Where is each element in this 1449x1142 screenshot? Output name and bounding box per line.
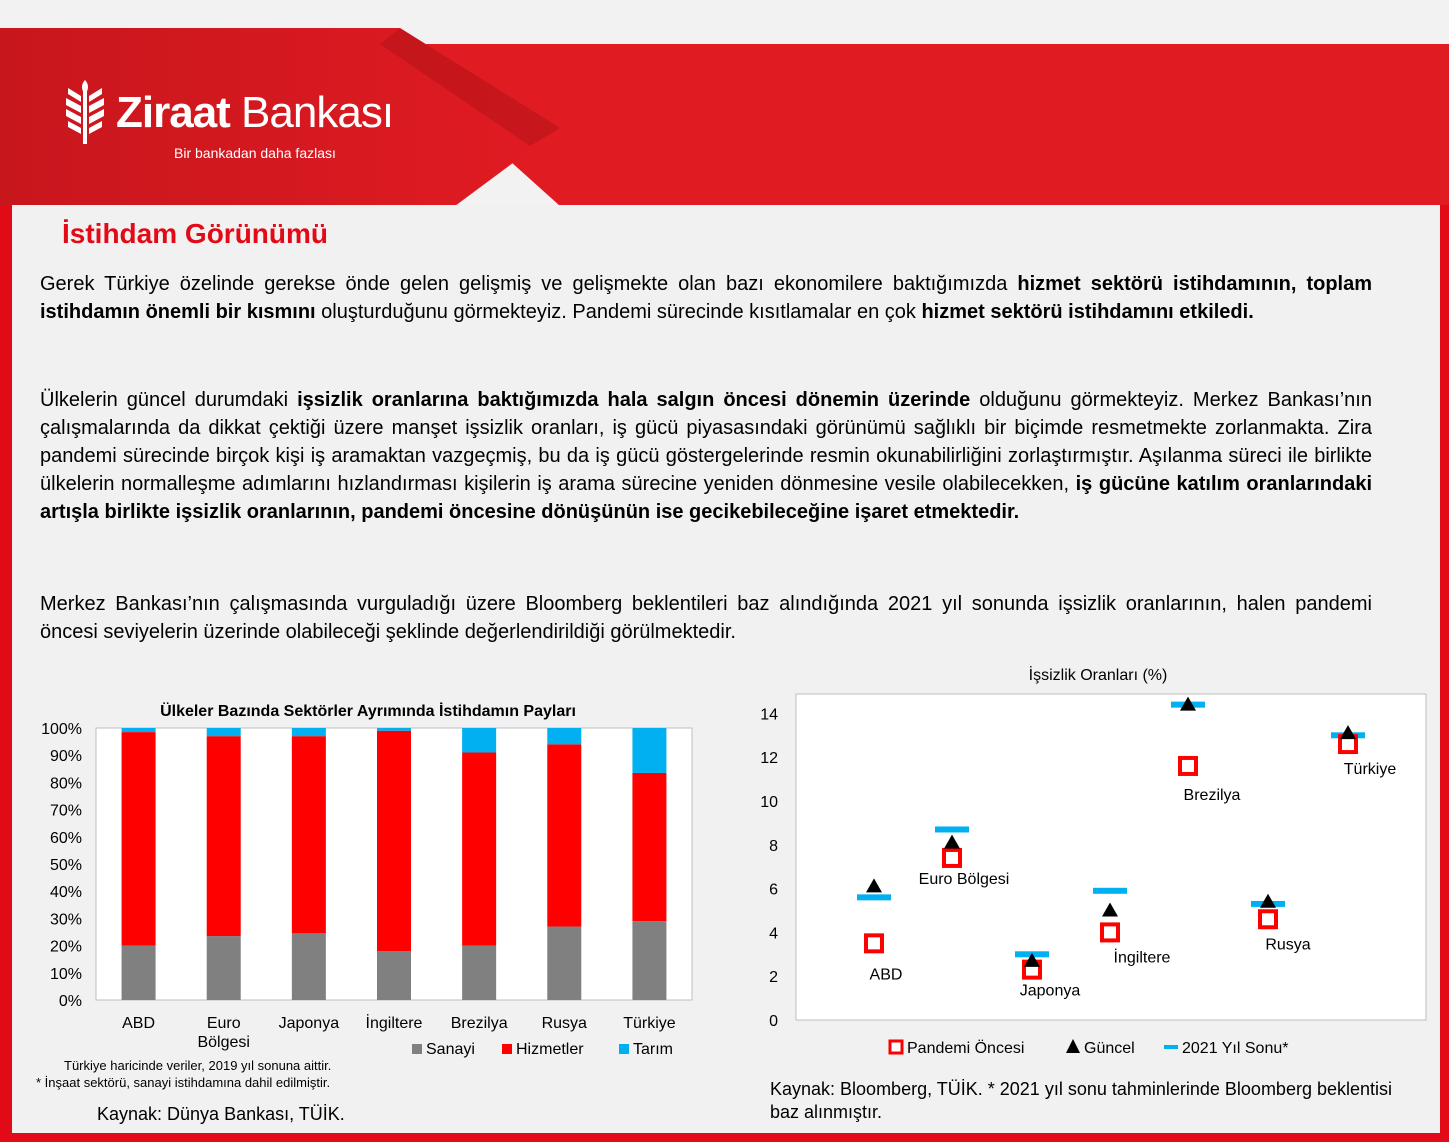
- chart1-legend-swatch: [619, 1044, 629, 1054]
- chart2-y-tick: 14: [760, 706, 778, 724]
- paragraph-3: [40, 590, 1372, 646]
- border-bottom: [0, 1133, 1449, 1142]
- chart1-bar-sanayi: [547, 927, 581, 1000]
- chart2-legend-dash-icon: [1164, 1045, 1178, 1049]
- chart1-source: Kaynak: Dünya Bankası, TÜİK.: [97, 1104, 345, 1124]
- wheat-logo-icon: [64, 78, 106, 146]
- chart1-y-tick: 60%: [49, 829, 82, 847]
- chart2-marker-pandemi: [1180, 758, 1196, 774]
- chart1-y-tick: 50%: [49, 857, 82, 874]
- chart1-bar-tarım: [377, 728, 411, 731]
- chart2-legend-label: Güncel: [1084, 1040, 1135, 1057]
- paragraph-2-run: iş gücüne katılım oranlarındaki artışla birlikte işsizlik oranlarının, pandemi öncesine dönüşünün ise gecikebileceğine işaret etmektedir.: [40, 473, 1372, 523]
- chart2-marker-2021: [1093, 888, 1127, 894]
- chart1-y-tick: 90%: [49, 748, 82, 766]
- chart1-x-tick: Rusya: [541, 1015, 587, 1032]
- chart1-title: Ülkeler Bazında Sektörler Ayrımında İstihdamın Payları: [160, 703, 576, 720]
- chart2-marker-2021: [857, 894, 891, 900]
- chart1-bar-hizmetler: [547, 744, 581, 926]
- chart1-bar-sanayi: [122, 946, 156, 1000]
- chart1-note-1: Türkiye haricinde veriler, 2019 yıl sonuna aittir.: [64, 1058, 332, 1073]
- chart2-legend-square-icon: [890, 1041, 902, 1053]
- chart1-bar-tarım: [632, 728, 666, 773]
- chart2-marker-pandemi: [866, 935, 882, 951]
- chart1-y-tick: 10%: [49, 965, 82, 983]
- chart1-y-tick: 20%: [49, 938, 82, 956]
- chart2-legend-label: 2021 Yıl Sonu*: [1182, 1040, 1289, 1057]
- chart2-marker-pandemi: [1260, 911, 1276, 927]
- chart2-legend-label: Pandemi Öncesi: [907, 1040, 1025, 1057]
- paragraph-1-run: hizmet sektörü istihdamını etkiledi.: [921, 301, 1254, 323]
- chart1-bar-tarım: [462, 728, 496, 752]
- chart1-legend-swatch: [502, 1044, 512, 1054]
- paragraph-1-run: Gerek Türkiye özelinde gerekse önde gelen gelişmiş ve gelişmekte olan bazı ekonomilere baktığımızda: [40, 273, 1018, 295]
- brand-tagline: Bir bankadan daha fazlası: [174, 145, 336, 161]
- chart1-y-tick: 100%: [41, 721, 82, 738]
- chart1-bar-sanayi: [462, 946, 496, 1000]
- chart2-y-tick: 10: [760, 794, 778, 811]
- chart2-y-tick: 4: [769, 925, 778, 943]
- chart2-point-label: Rusya: [1265, 936, 1311, 954]
- chart1-bar-hizmetler: [122, 732, 156, 946]
- paragraph-1-run: oluşturduğunu görmekteyiz. Pandemi sürecinde kısıtlamalar en çok: [315, 301, 922, 323]
- chart1-bar-tarım: [207, 728, 241, 736]
- chart1-y-tick: 70%: [49, 802, 82, 820]
- chart2-point-label: Türkiye: [1343, 761, 1397, 779]
- paragraph-3-run: Merkez Bankası’nın çalışmasında vurguladığı üzere Bloomberg beklentileri baz alındığında 2021 yıl sonunda işsizlik oranlarının, halen pandemi öncesi seviyelerin üzerinde olabileceği şeklinde değerlendirildiği görülmektedir.: [40, 593, 1372, 643]
- chart1-legend-label: Tarım: [633, 1041, 673, 1058]
- chart1-legend-swatch: [412, 1044, 422, 1054]
- chart2-marker-pandemi: [944, 850, 960, 866]
- chart1-legend-label: Hizmetler: [516, 1041, 584, 1058]
- paragraph-2-run: işsizlik oranlarına baktığımızda hala salgın öncesi dönemin üzerinde: [297, 389, 971, 411]
- chart2-y-tick: 6: [769, 881, 778, 899]
- chart2-source: Kaynak: Bloomberg, TÜİK. * 2021 yıl sonu tahminlerinde Bloomberg beklentisi baz alınmıştır.: [770, 1079, 1393, 1122]
- chart2-point-label: Brezilya: [1183, 786, 1241, 804]
- unemployment-chart: [740, 658, 1440, 1068]
- chart1-bar-hizmetler: [377, 731, 411, 951]
- paragraph-2-run: olduğunu görmekteyiz. Merkez Bankası’nın çalışmalarında da dikkat çektiği üzere manşet işsizlik oranları, iş gücü piyasasındaki görünümü sağlıklı bir biçimde resmetmekte zorlanmakta. Zira pandemi sürecinde birçok kişi iş aramaktan vazgeçmiş, bu da iş gücü göstergelerinde resmin okunabilirliğini zorlaştırmıştır. Aşılanma süreci ile birlikte ülkelerin normalleşme adımlarını hızlandırması kişilerin iş arama sürecine yeniden dönmesine vesile olabilecekken,: [40, 389, 1372, 495]
- chart2-y-tick: 0: [769, 1013, 778, 1030]
- chart1-x-tick: Japonya: [278, 1015, 340, 1032]
- chart1-x-tick: Brezilya: [450, 1015, 508, 1032]
- chart2-point-label: ABD: [869, 966, 903, 984]
- chart2-point-label: İngiltere: [1113, 949, 1171, 967]
- chart2-y-tick: 8: [769, 837, 778, 855]
- chart2-y-tick: 12: [760, 750, 778, 768]
- chart1-legend-label: Sanayi: [426, 1041, 475, 1058]
- border-left: [0, 205, 12, 1142]
- chart1-bar-sanayi: [377, 951, 411, 1000]
- chart2-title: İşsizlik Oranları (%): [1028, 667, 1168, 684]
- chart1-y-tick: 0%: [58, 993, 82, 1010]
- border-right: [1440, 205, 1449, 1142]
- chart1-bar-hizmetler: [462, 752, 496, 945]
- chart2-point-label: Euro Bölgesi: [918, 870, 1010, 888]
- chart1-x-tick: ABD: [122, 1015, 156, 1032]
- paragraph-2: [40, 386, 1372, 526]
- chart1-bar-sanayi: [292, 933, 326, 1000]
- chart2-point-label: Japonya: [1019, 982, 1081, 1000]
- chart1-x-tick: Euro: [206, 1015, 241, 1032]
- chart1-y-tick: 40%: [49, 884, 82, 902]
- page-title: İstihdam Görünümü: [62, 218, 328, 249]
- paragraph-1-run: hizmet sektörü istihdamının, toplam istihdamın önemli bir kısmını: [40, 273, 1372, 323]
- chart1-note-2: * İnşaat sektörü, sanayi istihdamına dahil edilmiştir.: [36, 1075, 331, 1090]
- paragraph-1: [40, 270, 1372, 326]
- brand-name: Ziraat Bankası: [116, 88, 394, 137]
- chart1-bar-sanayi: [632, 921, 666, 1000]
- chart1-x-tick: İngiltere: [365, 1015, 423, 1032]
- chart1-bar-tarım: [547, 728, 581, 744]
- chart2-marker-2021: [935, 826, 969, 832]
- chart2-y-tick: 2: [769, 969, 778, 987]
- chart1-y-tick: 80%: [49, 775, 82, 793]
- chart1-bar-sanayi: [207, 936, 241, 1000]
- sector-employment-chart: [20, 690, 720, 1070]
- chart1-bar-hizmetler: [207, 736, 241, 936]
- chart1-bar-hizmetler: [292, 736, 326, 933]
- top-strip: [0, 0, 1449, 28]
- chart1-bar-hizmetler: [632, 773, 666, 921]
- paragraph-2-run: Ülkelerin güncel durumdaki: [40, 389, 298, 411]
- chart1-bar-tarım: [292, 728, 326, 736]
- chart1-bar-tarım: [122, 728, 156, 732]
- chart1-x-tick: Türkiye: [623, 1015, 676, 1032]
- chart2-marker-pandemi: [1102, 924, 1118, 940]
- chart2-legend-triangle-icon: [1066, 1039, 1080, 1053]
- chart1-x-tick: Bölgesi: [197, 1034, 250, 1051]
- chart1-y-tick: 30%: [49, 911, 82, 929]
